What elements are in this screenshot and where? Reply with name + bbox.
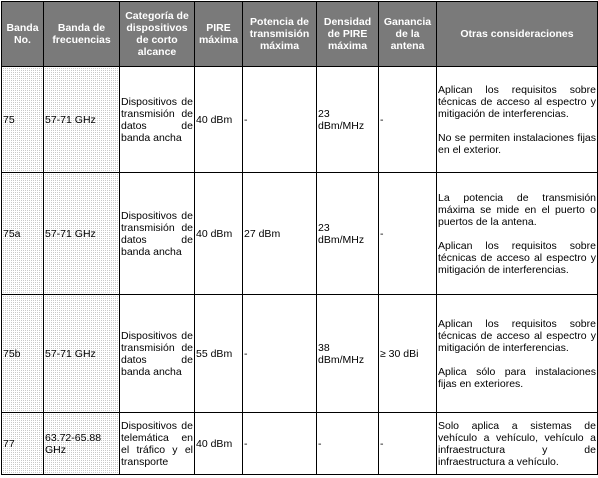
header-row	[2, 2, 598, 67]
considerations-cell	[437, 413, 598, 475]
table-row	[2, 413, 598, 475]
band-number-cell: 77	[2, 413, 44, 475]
max-eirp-cell: 40 dBm	[195, 67, 243, 173]
header-frequency-band: Banda de frecuencias	[44, 2, 120, 67]
header-device-category: Categoría de dispositivos de corto alcance	[120, 2, 195, 67]
max-eirp-cell: 40 dBm	[195, 413, 243, 475]
consideration-note: Aplican los requisitos sobre técnicas de acceso al espectro y mitigación de interferencias.	[438, 239, 596, 276]
frequency-cell: 57-71 GHz	[44, 67, 120, 173]
antenna-gain-cell: -	[379, 67, 437, 173]
band-number-cell: 75b	[2, 295, 44, 413]
category-cell: Dispositivos de transmisión de datos de banda ancha	[120, 173, 195, 295]
considerations-cell	[437, 295, 598, 413]
antenna-gain-cell: -	[379, 173, 437, 295]
considerations-cell	[437, 173, 598, 295]
table-row	[2, 173, 598, 295]
antenna-gain-cell: ≥ 30 dBi	[379, 295, 437, 413]
max-eirp-cell: 40 dBm	[195, 173, 243, 295]
eirp-density-cell: 23 dBm/MHz	[317, 173, 379, 295]
header-max-eirp-density: Densidad de PIRE máxima	[317, 2, 379, 67]
category-cell: Dispositivos de transmisión de datos de banda ancha	[120, 295, 195, 413]
header-antenna-gain: Ganancia de la antena	[379, 2, 437, 67]
max-tx-power-cell: -	[243, 67, 317, 173]
table-row	[2, 67, 598, 173]
eirp-density-cell: 23 dBm/MHz	[317, 67, 379, 173]
header-band-no: Banda No.	[2, 2, 44, 67]
max-tx-power-cell: -	[243, 413, 317, 475]
table-row	[2, 295, 598, 413]
category-cell: Dispositivos de transmisión de datos de banda ancha	[120, 67, 195, 173]
frequency-cell: 57-71 GHz	[44, 295, 120, 413]
consideration-note: Aplican los requisitos sobre técnicas de acceso al espectro y mitigación de interferencias.	[438, 83, 596, 120]
eirp-density-cell: -	[317, 413, 379, 475]
consideration-note: Aplica sólo para instalaciones fijas en exteriores.	[438, 365, 596, 390]
max-eirp-cell: 55 dBm	[195, 295, 243, 413]
consideration-note: No se permiten instalaciones fijas en el exterior.	[438, 131, 596, 156]
frequency-cell: 57-71 GHz	[44, 173, 120, 295]
consideration-note: La potencia de transmisión máxima se mide en el puerto o puertos de la antena.	[438, 191, 596, 228]
header-max-eirp: PIRE máxima	[195, 2, 243, 67]
consideration-note: Aplican los requisitos sobre técnicas de acceso al espectro y mitigación de interferencias.	[438, 317, 596, 354]
category-cell: Dispositivos de telemática en el tráfico y el transporte	[120, 413, 195, 475]
header-max-tx-power: Potencia de transmisión máxima	[243, 2, 317, 67]
bands-table	[1, 1, 598, 475]
eirp-density-cell: 38 dBm/MHz	[317, 295, 379, 413]
max-tx-power-cell: 27 dBm	[243, 173, 317, 295]
frequency-cell: 63.72-65.88 GHz	[44, 413, 120, 475]
max-tx-power-cell: -	[243, 295, 317, 413]
header-other-considerations: Otras consideraciones	[437, 2, 598, 67]
considerations-cell	[437, 67, 598, 173]
consideration-note: Solo aplica a sistemas de vehículo a vehículo, vehículo a infraestructura y de infraestructura a vehículo.	[438, 419, 596, 468]
band-number-cell: 75	[2, 67, 44, 173]
band-number-cell: 75a	[2, 173, 44, 295]
antenna-gain-cell: -	[379, 413, 437, 475]
